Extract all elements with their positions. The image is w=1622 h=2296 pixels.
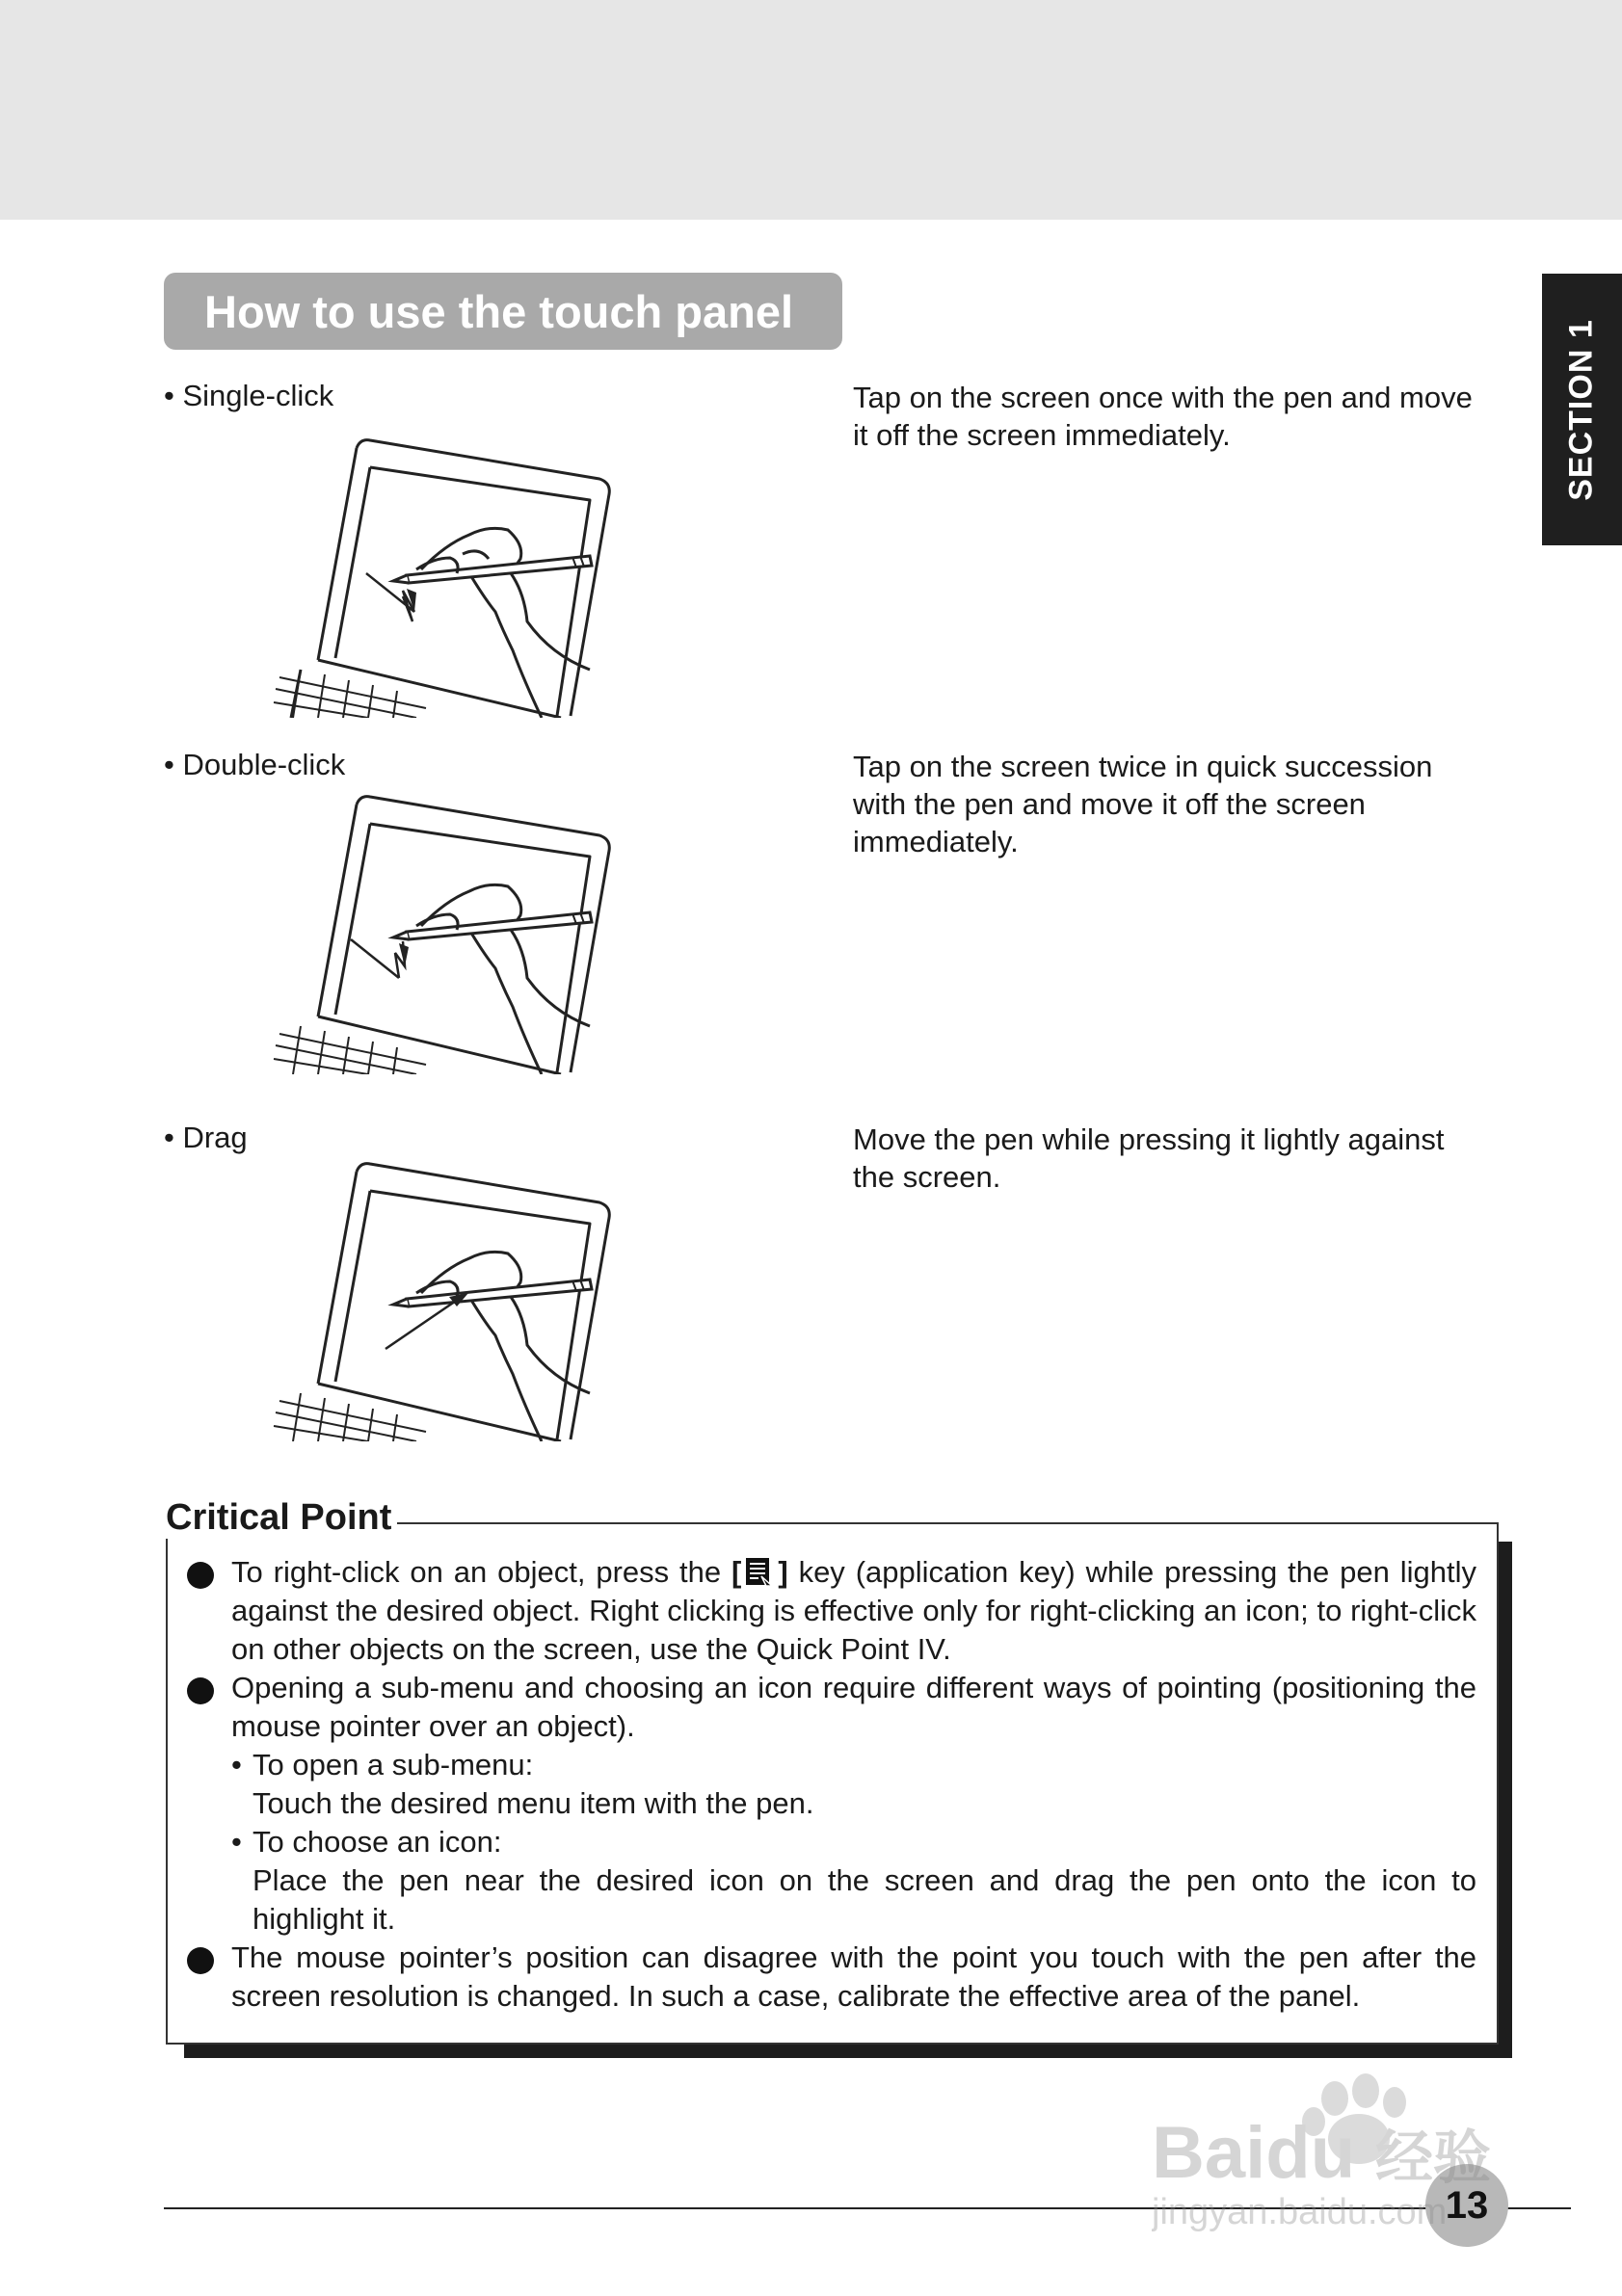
critical-point-item: The mouse pointer’s position can disagree with the point you touch with the pen after the screen resolution is changed. In such a case, calibrate the effective area of the panel. <box>187 1939 1476 2016</box>
method-desc-drag: Move the pen while pressing it lightly against the screen. <box>853 1122 1445 1194</box>
bullet-dot <box>187 1562 214 1589</box>
svg-text:Baidu: Baidu <box>1152 2112 1356 2194</box>
sub-item: • To open a sub-menu: Touch the desired menu item with the pen. <box>231 1748 814 1820</box>
baidu-watermark <box>1152 2052 1537 2235</box>
single-click-illustration <box>272 429 677 718</box>
method-label-single-click: • Single-click <box>164 379 334 412</box>
critical-point-rule <box>395 1522 1499 1524</box>
drag-illustration <box>272 1152 677 1441</box>
critical-point-item: Opening a sub-menu and choosing an icon require different ways of pointing (positioning the mouse pointer over an object). • To open a sub-menu: Touch the desired menu item with the pen. • To choose an icon: Place the pen near the desired icon on the screen and drag the pen onto the icon to highlight it. <box>187 1669 1476 1939</box>
method-desc-single-click: Tap on the screen once with the pen and move it off the screen immediately. <box>853 381 1473 452</box>
critical-point-item: To right-click on an object, press the [ ] key (application key) while pressing the pen lightly against the desired object. Right clicking is effective only for right-clicking an icon; to right-click on other objects on the screen, use the Quick Point IV. <box>187 1553 1476 1669</box>
svg-text:jingyan.baidu.com: jingyan.baidu.com <box>1152 2192 1448 2232</box>
method-desc-double-click: Tap on the screen twice in quick succession with the pen and move it off the screen immediately. <box>853 750 1433 858</box>
method-label-drag: • Drag <box>164 1121 248 1154</box>
bullet-dot <box>187 1677 214 1704</box>
critical-point-content <box>187 1553 1476 2016</box>
sub-item: • To choose an icon: Place the pen near the desired icon on the screen and drag the pen onto the icon to highlight it. <box>231 1825 1476 1936</box>
bullet-dot <box>187 1947 214 1974</box>
application-key-icon <box>745 1557 774 1588</box>
method-label-double-click: • Double-click <box>164 748 346 781</box>
section-tab-label: SECTION 1 <box>1563 318 1601 501</box>
page-number: 13 <box>1425 2164 1508 2247</box>
critical-point-title: Critical Point <box>166 1497 397 1539</box>
header-band <box>0 0 1622 220</box>
section-tab <box>1542 274 1622 545</box>
double-click-illustration <box>272 785 677 1074</box>
svg-text:经验: 经验 <box>1375 2124 1491 2192</box>
page-heading: How to use the touch panel <box>164 273 842 350</box>
